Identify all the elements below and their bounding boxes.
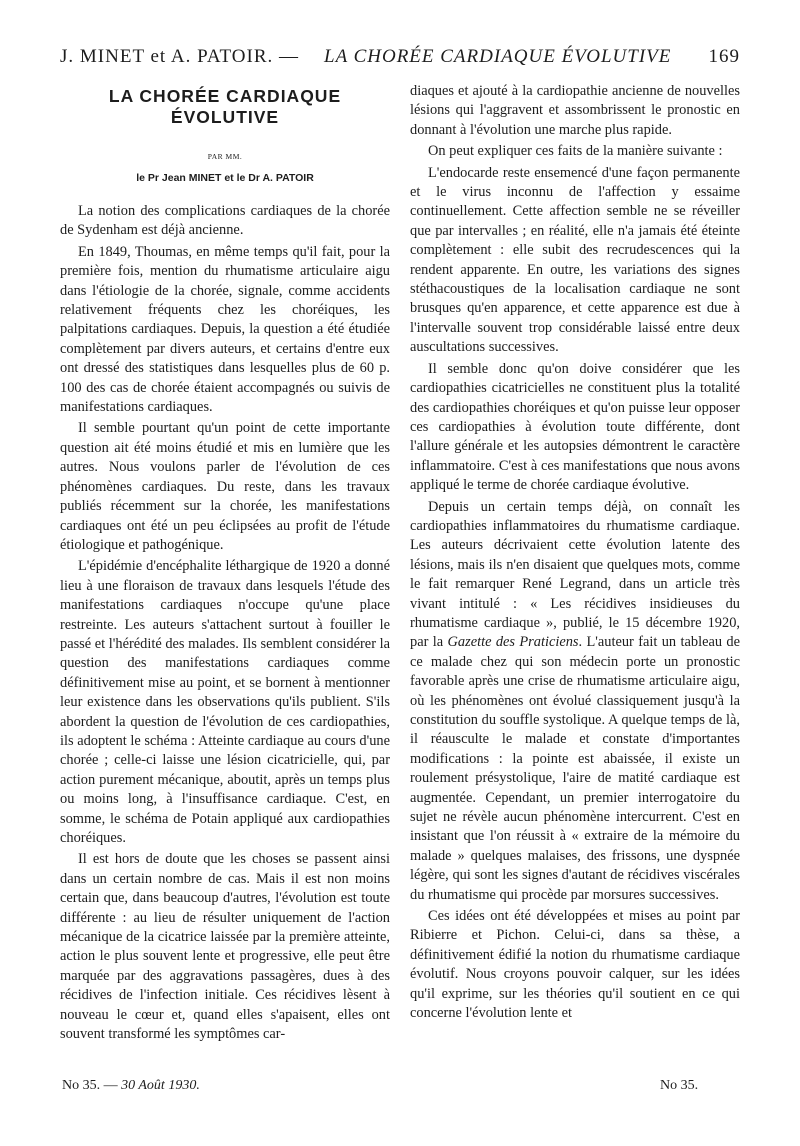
article-title-line-2: ÉVOLUTIVE: [170, 107, 280, 127]
paragraph: On peut expliquer ces faits de la manière suivante :: [428, 143, 723, 160]
paragraph: Ces idées ont été développées et mises au point par Ribierre et Pichon. Celui-ci, dans sa thèse, a définitivement édifié la notion du rhumatisme cardiaque évolutif. Nous croyons pouvoir calquer, sur les idées qu'il exprime, sur les théories qu'il soutient en ce qui concerne l'évolution lente et: [410, 908, 740, 1022]
footer-date: 30 Août 1930.: [121, 1078, 200, 1093]
paragraph: Il semble donc qu'on doive considérer que les cardiopathies cicatricielles ne constituent plus la totalité des cardiopathies choréiques et qu'on puisse leur opposer ces cardiopathies à évolution toute différente, dont l'allure générale et les autopsies démontrent le caractère inflammatoire. C'est à ces manifestations que nous avons appliqué le terme de chorée cardiaque évolutive.: [410, 360, 740, 494]
author-line: le Pr Jean MINET et le Dr A. PATOIR: [136, 172, 314, 184]
paragraph: En 1849, Thoumas, en même temps qu'il fait, pour la première fois, mention du rhumatisme articulaire aigu dans l'étiologie de la chorée, signale, comme accidents relativement fréquents chez les choréiques, les palpitations cardiaques. Depuis, la question a été étudiée complètement par divers auteurs, et certains d'entre eux ont dressé des statistiques dans lesquelles plus de 60 p. 100 des cas de chorée étaient accompagnés ou suivis de manifestations cardiaques.: [60, 243, 390, 416]
page-number: 169: [708, 46, 740, 67]
paragraph: L'épidémie d'encéphalite léthargique de 1920 a donné lieu à une floraison de travaux dans lesquels l'étude des manifestations cardiaques n'occupe qu'une place restreinte. Les auteurs s'attachent surtout à fouiller le passé et l'hérédité des malades. Ils semblent considérer la question des manifestations cardiaques comme définitivement mise au point, et se bornent à mentionner leur existence dans les observations qu'ils publient. S'ils abordent la question de l'évolution de ces cardiopathies, ils adoptent le schéma : Atteinte cardiaque au cours d'une chorée ; celle-ci laisse une lésion cicatricielle, qui, par action purement mécanique, aboutit, après un temps plus ou moins long, à l'insuffisance cardiaque. C'est, en somme, le schéma de Potain appliqué aux cardiopathies choréiques.: [60, 558, 390, 846]
journal-title: Gazette des Praticiens: [447, 634, 579, 651]
header-authors: J. MINET et A. PATOIR. —: [60, 46, 300, 67]
left-column: [60, 82, 390, 1044]
paragraph: La notion des complications cardiaques de la chorée de Sydenham est déjà ancienne.: [60, 203, 390, 239]
paragraph: L'endocarde reste ensemencé d'une façon permanente et le virus inconnu de l'affection y essaime continuellement. Cette affection semble ne se réveiller que par intervalles ; en réalité, elle n'a jamais été éteinte complètement : elle subit des recrudescences qui la rendent apparente. En outre, les variations des signes stéthacoustiques de la localisation cardiaque ne sont brusques qu'en apparence, et cette apparence est due à l'intervalle souvent trop considérable laissé entre deux auscultations successives.: [410, 164, 740, 356]
footer-issue: [62, 1078, 200, 1094]
article-title: [60, 86, 390, 128]
header-running-title: LA CHORÉE CARDIAQUE ÉVOLUTIVE: [324, 46, 672, 67]
paragraph: diaques et ajouté à la cardiopathie ancienne de nouvelles lésions qui l'aggravent et assombrissent le pronostic en donnant à l'évolution une marche plus rapide.: [410, 83, 740, 138]
paragraph-text: Depuis un certain temps déjà, on connaît les cardiopathies inflammatoires du rhumatisme cardiaque. Les auteurs décrivaient cette évolution latente des lésions, mais ils n'en disaient que quelques mots, comme le fait remarquer René Legrand, dans un article très vivant intitulé : « Les récidives insidieuses du rhumatisme cardiaque », publié, le 15 décembre 1920, par la: [410, 498, 740, 651]
article-title-line-1: LA CHORÉE CARDIAQUE: [108, 86, 342, 106]
right-column: [410, 82, 740, 1024]
paragraph: Il semble pourtant qu'un point de cette importante question ait été moins étudié et mis en lumière que les autres. Nous voulons parler de l'évolution de ces phénomènes cardiaques. Du reste, dans les travaux publiés récemment sur la chorée, les manifestations cardiaques ont été un peu éclipsées au profit de l'étude étiologique et pathogénique.: [60, 420, 390, 553]
paragraph-text: . L'auteur fait un tableau de ce malade chez qui son médecin porte un pronostic favorable après une crise de rhumatisme articulaire aigu, où les phénomènes ont évolué classiquement jusqu'à la constitution du souffle systolique. A quelque temps de là, il réausculte le malade et constate d'importantes modifications : la pointe est abaissée, il existe un roulement présystolique, l'aire de matité cardiaque est augmentée. Cependant, un premier interrogatoire du sujet ne révèle aucun phénomène intercurrent. C'est en insistant que l'on réussit à « extraire de la mémoire du malade » quelques malaises, des frissons, une dyspnée légère, qui sont les signes d'autant de récidives viscérales du rhumatisme qui procède par morsures successives.: [410, 634, 740, 903]
footer-issue-right: No 35.: [660, 1078, 699, 1093]
paragraph: [410, 498, 740, 906]
running-header: [60, 46, 740, 76]
paragraph: Il est hors de doute que les choses se passent ainsi dans un certain nombre de cas. Mais il est non moins certain que, dans beaucoup d'autres, l'évolution est toute différente : au lieu de résulter uniquement de l'action mécanique de la cicatrice laissée par la première atteinte, action le plus souvent lente et progressive, elle peut être marquée par des aggravations passagères, dues à des récidives de l'infection initiale. Ces récidives lèsent à nouveau le cœur et, quand elles s'apaisent, elles ont souvent transformé les symptômes car-: [60, 851, 390, 1043]
footer-issue-number: No 35. —: [62, 1078, 118, 1093]
by-line: PAR MM.: [207, 152, 243, 161]
